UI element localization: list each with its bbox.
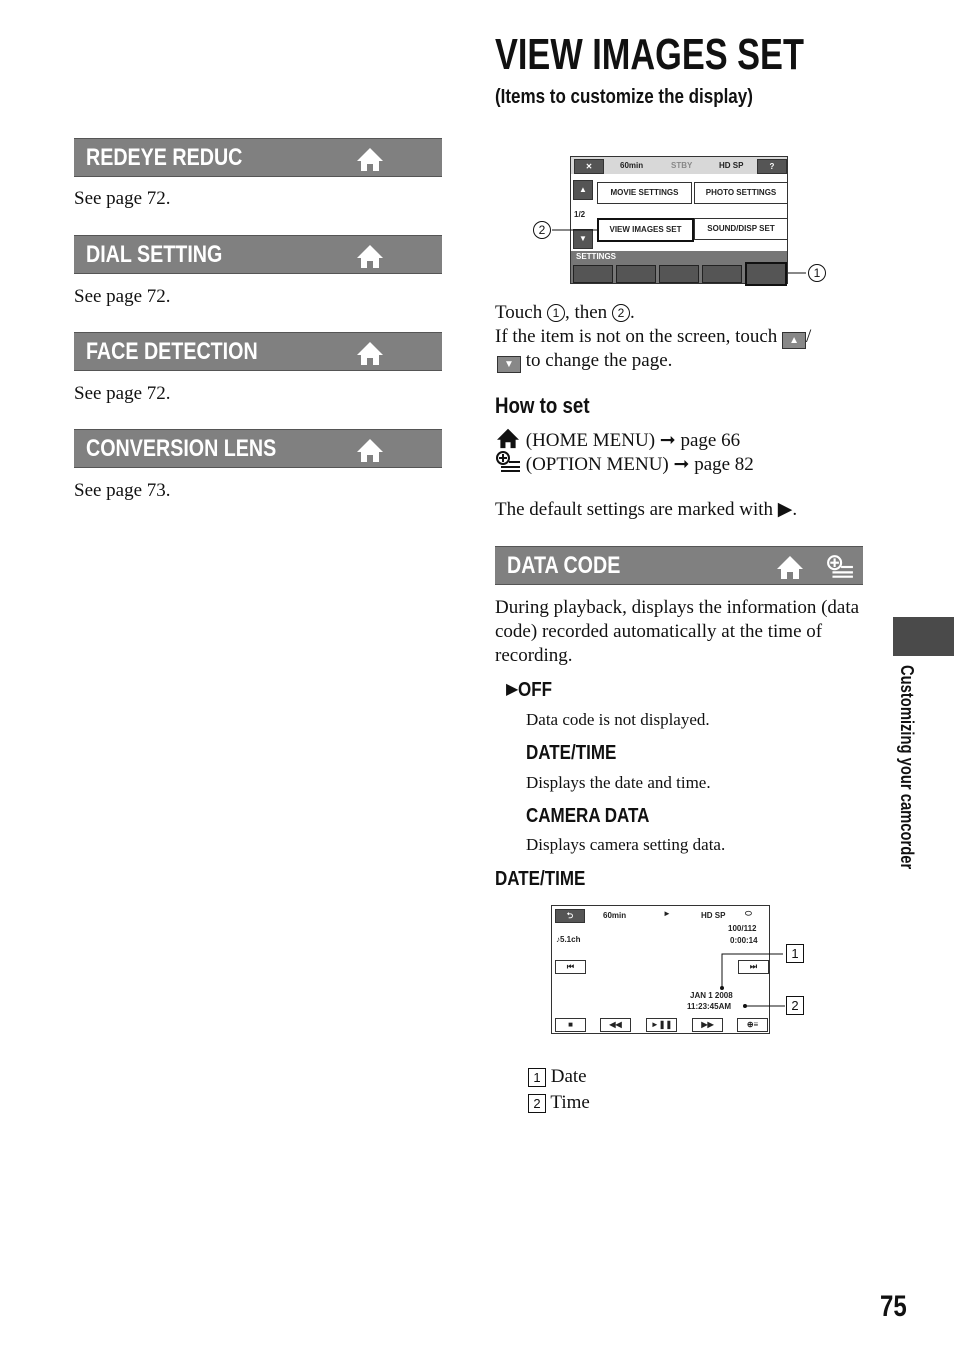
legend-number: 2 bbox=[528, 1094, 546, 1113]
arrow-icon: ➞ bbox=[673, 454, 690, 475]
return-button[interactable]: ⮌ bbox=[555, 909, 585, 923]
data-code-description: During playback, displays the information (data code) recorded automatically at the time of recording. bbox=[495, 597, 860, 666]
quality-indicator: HD SP bbox=[701, 911, 726, 920]
instruction-line-1 bbox=[495, 301, 635, 325]
option-button[interactable]: ⊕≡ bbox=[737, 1018, 768, 1032]
instruction-line-3 bbox=[497, 349, 672, 373]
section-title: FACE DETECTION bbox=[86, 338, 258, 365]
page-title: VIEW IMAGES SET bbox=[495, 30, 804, 79]
home-icon bbox=[356, 146, 384, 172]
section-bar-data-code bbox=[495, 546, 863, 585]
then-text: , then bbox=[564, 302, 608, 323]
audio-indicator: ♪5.1ch bbox=[556, 935, 581, 944]
legend-label: Date bbox=[550, 1066, 587, 1087]
standby-status: STBY bbox=[671, 161, 693, 170]
section-text: See page 73. bbox=[74, 480, 171, 501]
page-number: 75 bbox=[880, 1290, 907, 1323]
side-tab-label: Customizing your camcorder bbox=[897, 665, 917, 870]
default-note bbox=[495, 498, 797, 522]
home-menu-page: page 66 bbox=[680, 430, 741, 451]
callout-2: 2 bbox=[786, 996, 804, 1015]
option-label: OFF bbox=[518, 679, 553, 701]
playback-callout-lines bbox=[700, 940, 790, 1020]
instruction-line-2 bbox=[495, 325, 811, 349]
fast-forward-button[interactable]: ▶▶ bbox=[692, 1018, 723, 1032]
down-arrow-icon: ▼ bbox=[497, 356, 521, 373]
instruction-text: If the item is not on the screen, touch bbox=[495, 326, 778, 347]
photo-settings-button[interactable]: PHOTO SETTINGS bbox=[694, 182, 788, 204]
side-tab-block bbox=[893, 617, 954, 656]
section-bar-redeye-reduc bbox=[74, 138, 442, 177]
section-title: DIAL SETTING bbox=[86, 241, 223, 268]
section-bar-conversion-lens bbox=[74, 429, 442, 468]
option-desc: Displays camera setting data. bbox=[526, 835, 726, 854]
home-menu-line bbox=[495, 427, 740, 453]
side-tab-label-wrap bbox=[895, 665, 919, 915]
recorded-date: JAN 1 2008 bbox=[690, 991, 733, 1000]
option-desc: Data code is not displayed. bbox=[526, 710, 710, 729]
settings-footer-label: SETTINGS bbox=[576, 252, 617, 261]
stop-button[interactable]: ■ bbox=[555, 1018, 586, 1032]
quality-indicator: HD SP bbox=[719, 161, 744, 170]
home-icon bbox=[495, 427, 521, 449]
section-title: DATA CODE bbox=[507, 552, 621, 579]
default-marker: ▶ bbox=[506, 681, 519, 698]
battery-indicator: 60min bbox=[603, 911, 627, 920]
section-bar-face-detection bbox=[74, 332, 442, 371]
callout-2: 2 bbox=[533, 221, 551, 239]
slash-text: / bbox=[806, 326, 812, 347]
option-off bbox=[506, 679, 558, 702]
home-icon bbox=[356, 340, 384, 366]
touch-text: Touch bbox=[495, 302, 543, 323]
previous-button[interactable]: ⏮ bbox=[555, 960, 586, 974]
option-menu-line bbox=[495, 451, 754, 477]
section-title: CONVERSION LENS bbox=[86, 435, 277, 462]
home-icon bbox=[776, 554, 804, 580]
instruction-text: to change the page. bbox=[525, 350, 673, 371]
how-to-set-heading: How to set bbox=[495, 393, 590, 418]
page-subtitle: (Items to customize the display) bbox=[495, 86, 753, 108]
media-icon: ⬭ bbox=[745, 909, 752, 918]
battery-indicator: 60min bbox=[620, 161, 644, 170]
play-indicator: ► bbox=[663, 909, 671, 918]
page-up-button[interactable]: ▲ bbox=[573, 180, 593, 200]
legend-label: Time bbox=[550, 1092, 590, 1113]
option-label: DATE/TIME bbox=[526, 742, 617, 764]
option-label: CAMERA DATA bbox=[526, 805, 650, 827]
section-title: REDEYE REDUC bbox=[86, 144, 243, 171]
default-marker: ▶. bbox=[777, 499, 798, 520]
option-menu-page: page 82 bbox=[694, 454, 754, 475]
arrow-icon: ➞ bbox=[659, 430, 676, 451]
callout-1: 1 bbox=[786, 944, 804, 963]
legend-date bbox=[528, 1065, 587, 1089]
section-text: See page 72. bbox=[74, 188, 171, 209]
time-code: 0:00:14 bbox=[730, 936, 758, 945]
option-desc: Displays the date and time. bbox=[526, 773, 711, 792]
home-icon bbox=[356, 243, 384, 269]
help-button[interactable]: ? bbox=[757, 159, 787, 174]
callout-ref-2: 2 bbox=[612, 304, 630, 322]
rewind-button[interactable]: ◀◀ bbox=[600, 1018, 631, 1032]
view-images-set-button[interactable]: VIEW IMAGES SET bbox=[597, 218, 694, 242]
option-icon bbox=[826, 554, 854, 580]
home-menu-label: (HOME MENU) bbox=[525, 430, 656, 451]
page-down-button[interactable]: ▼ bbox=[573, 229, 593, 249]
legend-time bbox=[528, 1091, 590, 1115]
section-text: See page 72. bbox=[74, 286, 171, 307]
default-note-text: The default settings are marked with bbox=[495, 499, 774, 520]
callout-lines bbox=[530, 210, 830, 290]
page-indicator: 1/2 bbox=[574, 210, 586, 219]
section-text: See page 72. bbox=[74, 383, 171, 404]
recorded-time: 11:23:45AM bbox=[687, 1002, 732, 1011]
section-bar-dial-setting bbox=[74, 235, 442, 274]
callout-1: 1 bbox=[808, 264, 826, 282]
file-counter: 100/112 bbox=[728, 924, 757, 933]
legend-number: 1 bbox=[528, 1068, 546, 1087]
close-button[interactable]: ✕ bbox=[574, 159, 604, 174]
sound-disp-set-button[interactable]: SOUND/DISP SET bbox=[694, 218, 788, 240]
option-menu-label: (OPTION MENU) bbox=[525, 454, 669, 475]
callout-ref-1: 1 bbox=[547, 304, 565, 322]
movie-settings-button[interactable]: MOVIE SETTINGS bbox=[597, 182, 692, 204]
up-arrow-icon: ▲ bbox=[782, 332, 806, 349]
home-icon bbox=[356, 437, 384, 463]
example-heading: DATE/TIME bbox=[495, 868, 586, 890]
next-button[interactable]: ⏭ bbox=[738, 960, 769, 974]
period-text: . bbox=[629, 302, 635, 323]
option-icon bbox=[495, 451, 521, 473]
play-pause-button[interactable]: ►❚❚ bbox=[646, 1018, 677, 1032]
